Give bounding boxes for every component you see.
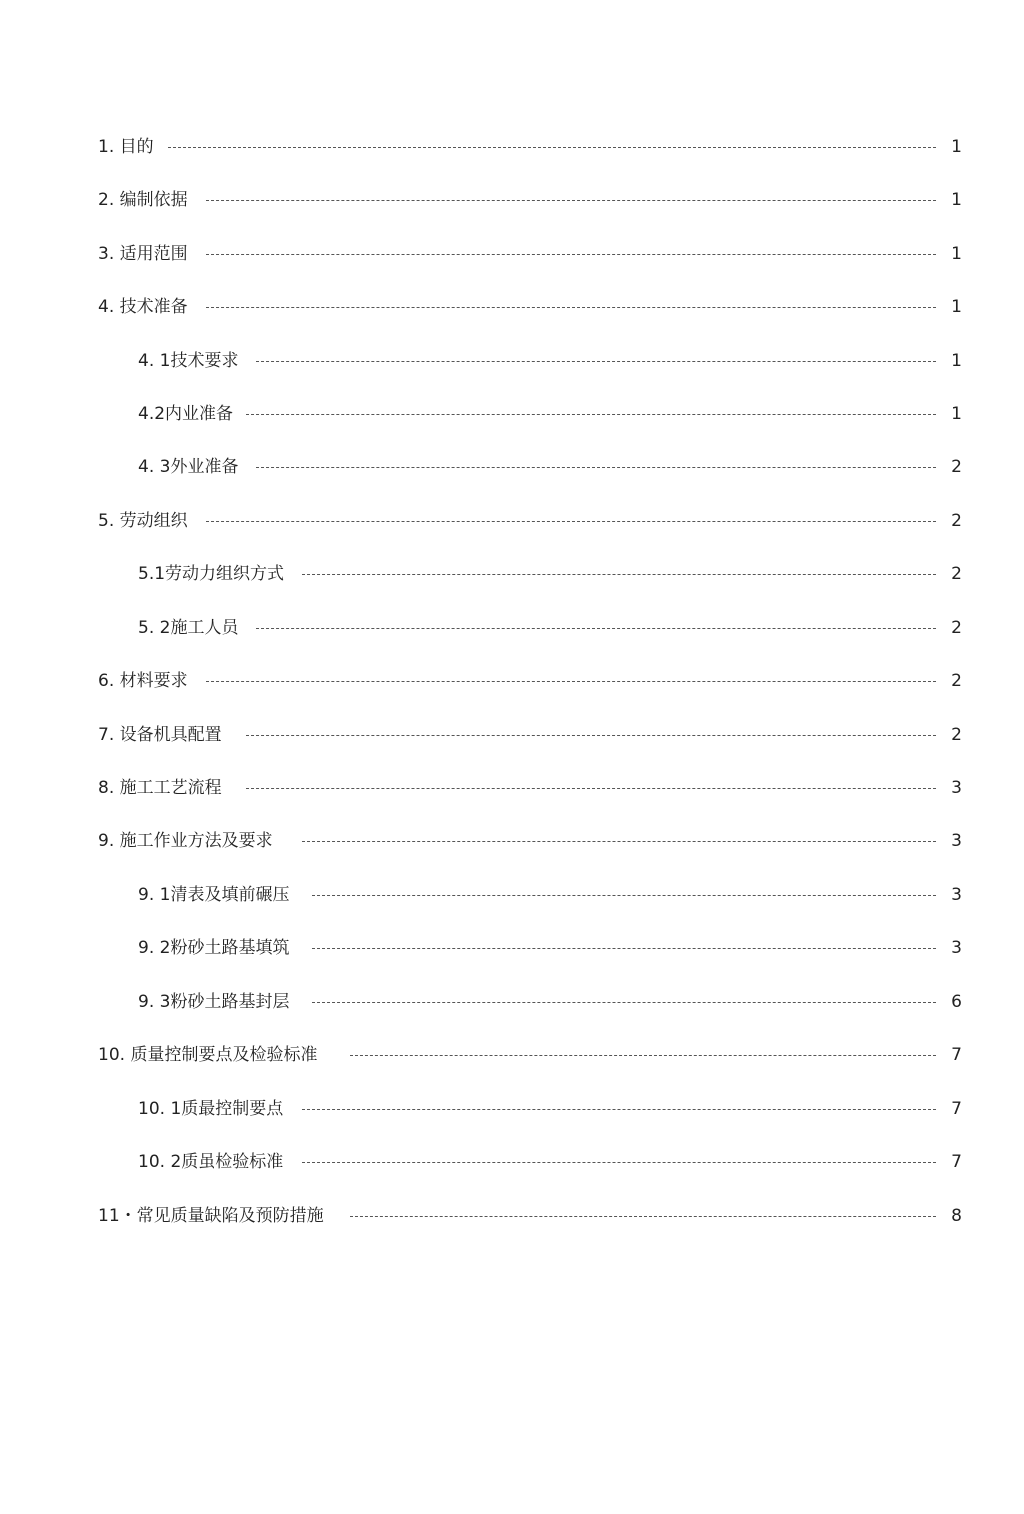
toc-leader-line xyxy=(206,521,936,522)
toc-page-number: 1 xyxy=(951,137,962,157)
toc-page-number: 7 xyxy=(951,1099,962,1119)
toc-entry xyxy=(0,506,1024,536)
toc-entry xyxy=(0,185,1024,215)
toc-entry-label: 11・常见质量缺陷及预防措施 xyxy=(98,1201,328,1231)
toc-page-number: 1 xyxy=(951,351,962,371)
toc-leader-line xyxy=(256,628,936,629)
toc-entry-label: 9. 2粉砂土路基填筑 xyxy=(138,933,293,963)
toc-entry xyxy=(0,826,1024,856)
toc-entry xyxy=(0,1094,1024,1124)
toc-leader-line xyxy=(302,1162,936,1163)
toc-leader-line xyxy=(246,788,936,789)
toc-entry xyxy=(0,720,1024,750)
toc-leader-line xyxy=(302,841,936,842)
toc-leader-line xyxy=(168,147,936,148)
toc-leader-line xyxy=(312,948,936,949)
toc-entry xyxy=(0,346,1024,376)
toc-page-number: 2 xyxy=(951,725,962,745)
toc-page-number: 2 xyxy=(951,564,962,584)
toc-entry xyxy=(0,880,1024,910)
toc-entry-label: 8. 施工工艺流程 xyxy=(98,773,226,803)
toc-page-number: 1 xyxy=(951,404,962,424)
toc-page-number: 3 xyxy=(951,831,962,851)
toc-entry-label: 4. 3外业准备 xyxy=(138,452,242,482)
toc-leader-line xyxy=(246,414,936,415)
toc-entry-label: 5.1劳动力组织方式 xyxy=(138,559,288,589)
toc-entry xyxy=(0,239,1024,269)
toc-page-number: 3 xyxy=(951,885,962,905)
toc-entry xyxy=(0,773,1024,803)
toc-entry xyxy=(0,399,1024,429)
toc-entry xyxy=(0,1040,1024,1070)
toc-entry-label: 9. 施工作业方法及要求 xyxy=(98,826,277,856)
toc-entry-label: 10. 1质最控制要点 xyxy=(138,1094,287,1124)
toc-page-number: 2 xyxy=(951,457,962,477)
toc-entry-label: 9. 1清表及填前碾压 xyxy=(138,880,293,910)
toc-entry xyxy=(0,132,1024,162)
toc-entry-label: 2. 编制依据 xyxy=(98,185,192,215)
toc-page-number: 1 xyxy=(951,297,962,317)
toc-leader-line xyxy=(302,1109,936,1110)
toc-page-number: 8 xyxy=(951,1206,962,1226)
toc-leader-line xyxy=(312,1002,936,1003)
toc-leader-line xyxy=(350,1216,936,1217)
toc-entry xyxy=(0,1147,1024,1177)
toc-entry-label: 4. 技术准备 xyxy=(98,292,192,322)
toc-leader-line xyxy=(246,735,936,736)
toc-entry-label: 6. 材料要求 xyxy=(98,666,192,696)
toc-entry xyxy=(0,666,1024,696)
toc-entry-label: 3. 适用范围 xyxy=(98,239,192,269)
toc-entry xyxy=(0,933,1024,963)
toc-page-number: 3 xyxy=(951,778,962,798)
toc-leader-line xyxy=(256,467,936,468)
toc-page-number: 7 xyxy=(951,1152,962,1172)
toc-entry-label: 10. 质量控制要点及检验标准 xyxy=(98,1040,321,1070)
toc-entry xyxy=(0,1201,1024,1231)
toc-leader-line xyxy=(206,254,936,255)
toc-page-number: 7 xyxy=(951,1045,962,1065)
toc-entry-label: 5. 2施工人员 xyxy=(138,613,242,643)
toc-entry xyxy=(0,987,1024,1017)
toc-page-number: 1 xyxy=(951,190,962,210)
toc-entry-label: 5. 劳动组织 xyxy=(98,506,192,536)
toc-entry-label: 1. 目的 xyxy=(98,132,158,162)
toc-leader-line xyxy=(302,574,936,575)
toc-entry xyxy=(0,559,1024,589)
toc-entry-label: 4.2内业准备 xyxy=(138,399,237,429)
toc-leader-line xyxy=(256,361,936,362)
toc-entry-label: 7. 设备机具配置 xyxy=(98,720,226,750)
toc-leader-line xyxy=(350,1055,936,1056)
toc-entry-label: 10. 2质虽检验标准 xyxy=(138,1147,287,1177)
toc-page-number: 6 xyxy=(951,992,962,1012)
toc-entry-label: 9. 3粉砂土路基封层 xyxy=(138,987,293,1017)
toc-entry-label: 4. 1技术要求 xyxy=(138,346,242,376)
toc-leader-line xyxy=(206,681,936,682)
toc-leader-line xyxy=(206,307,936,308)
toc-page-number: 3 xyxy=(951,938,962,958)
toc-entry xyxy=(0,292,1024,322)
toc-page-number: 2 xyxy=(951,511,962,531)
toc-page-number: 1 xyxy=(951,244,962,264)
toc-leader-line xyxy=(206,200,936,201)
toc-page-number: 2 xyxy=(951,618,962,638)
toc-page-number: 2 xyxy=(951,671,962,691)
toc-leader-line xyxy=(312,895,936,896)
toc-entry xyxy=(0,613,1024,643)
toc-entry xyxy=(0,452,1024,482)
